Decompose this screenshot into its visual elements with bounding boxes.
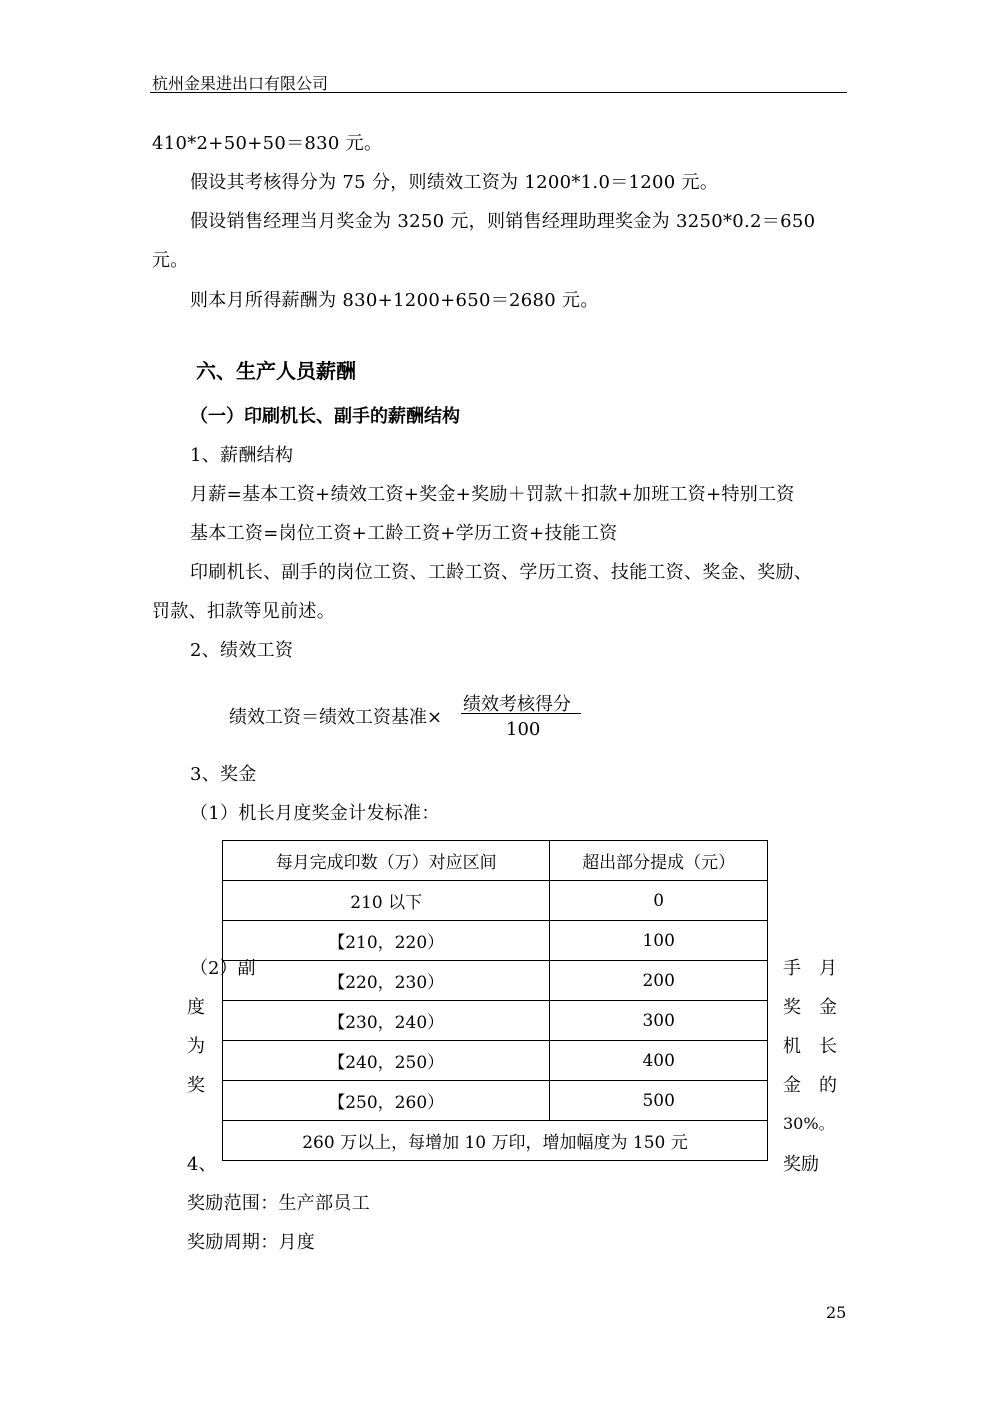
side-right-3: 机 长	[783, 1036, 837, 1057]
body-line-3b: 元。	[152, 250, 189, 271]
range-cell: 【220，230）	[223, 961, 550, 1001]
range-cell: 【210，220）	[223, 921, 550, 961]
side-right-5: 30%。	[783, 1114, 835, 1133]
section-title: 六、生产人员薪酬	[196, 359, 356, 383]
table-row	[223, 1081, 768, 1121]
reward-scope: 奖励范围：生产部员工	[187, 1193, 370, 1214]
bonus-cell: 0	[550, 881, 768, 921]
subsection-title: （一）印刷机长、副手的薪酬结构	[190, 406, 460, 427]
table-row	[223, 961, 768, 1001]
note-line-b: 罚款、扣款等见前述。	[152, 601, 335, 622]
bonus-cell: 100	[550, 921, 768, 961]
side-left-5: 4、	[187, 1154, 217, 1175]
item-3-sub-1: （1）机长月度奖金计发标准：	[190, 803, 440, 824]
header-company: 杭州金果进出口有限公司	[152, 74, 329, 93]
range-cell: 【230，240）	[223, 1001, 550, 1041]
header-divider	[150, 92, 847, 93]
side-left-2: 度	[187, 997, 205, 1018]
table-row	[223, 1001, 768, 1041]
side-right-2: 奖 金	[783, 997, 837, 1018]
range-cell: 【250，260）	[223, 1081, 550, 1121]
perf-formula-numerator: 绩效考核得分	[463, 694, 571, 715]
item-2-heading: 2、绩效工资	[190, 640, 294, 661]
side-right-6: 奖励	[783, 1154, 819, 1175]
table-header-cell: 每月完成印数（万）对应区间	[223, 841, 550, 881]
side-left-1: （2）副	[190, 958, 256, 979]
note-line-a: 印刷机长、副手的岗位工资、工龄工资、学历工资、技能工资、奖金、奖励、	[190, 562, 813, 583]
perf-formula-lhs: 绩效工资＝绩效工资基准×	[229, 707, 443, 728]
bonus-cell: 300	[550, 1001, 768, 1041]
side-right-4: 金 的	[783, 1075, 837, 1096]
bonus-cell: 500	[550, 1081, 768, 1121]
body-line-4: 则本月所得薪酬为 830+1200+650＝2680 元。	[190, 290, 599, 311]
bonus-cell: 200	[550, 961, 768, 1001]
page-number: 25	[826, 1303, 847, 1322]
side-left-4: 奖	[187, 1075, 205, 1096]
table-header-row	[223, 841, 768, 881]
table-footer-row	[223, 1121, 768, 1161]
body-line-1: 410*2+50+50＝830 元。	[152, 133, 383, 154]
bonus-table	[222, 840, 768, 1161]
item-1-heading: 1、薪酬结构	[190, 445, 294, 466]
range-cell: 【240，250）	[223, 1041, 550, 1081]
bonus-cell: 400	[550, 1041, 768, 1081]
fraction-bar	[461, 713, 581, 714]
table-footer-cell: 260 万以上，每增加 10 万印，增加幅度为 150 元	[223, 1121, 768, 1161]
perf-formula-denominator: 100	[506, 719, 541, 740]
reward-period: 奖励周期：月度	[187, 1232, 316, 1253]
range-cell: 210 以下	[223, 881, 550, 921]
table-header-cell: 超出部分提成（元）	[550, 841, 768, 881]
basic-pay-formula: 基本工资=岗位工资+工龄工资+学历工资+技能工资	[190, 523, 618, 544]
item-3-heading: 3、奖金	[190, 764, 257, 785]
table-row	[223, 881, 768, 921]
body-line-3a: 假设销售经理当月奖金为 3250 元，则销售经理助理奖金为 3250*0.2＝650	[190, 211, 816, 232]
side-right-1: 手 月	[783, 958, 837, 979]
table-row	[223, 921, 768, 961]
body-line-2: 假设其考核得分为 75 分，则绩效工资为 1200*1.0＝1200 元。	[190, 172, 719, 193]
monthly-pay-formula: 月薪=基本工资+绩效工资+奖金+奖励＋罚款＋扣款+加班工资+特别工资	[190, 484, 795, 505]
table-row	[223, 1041, 768, 1081]
side-left-3: 为	[187, 1036, 205, 1057]
